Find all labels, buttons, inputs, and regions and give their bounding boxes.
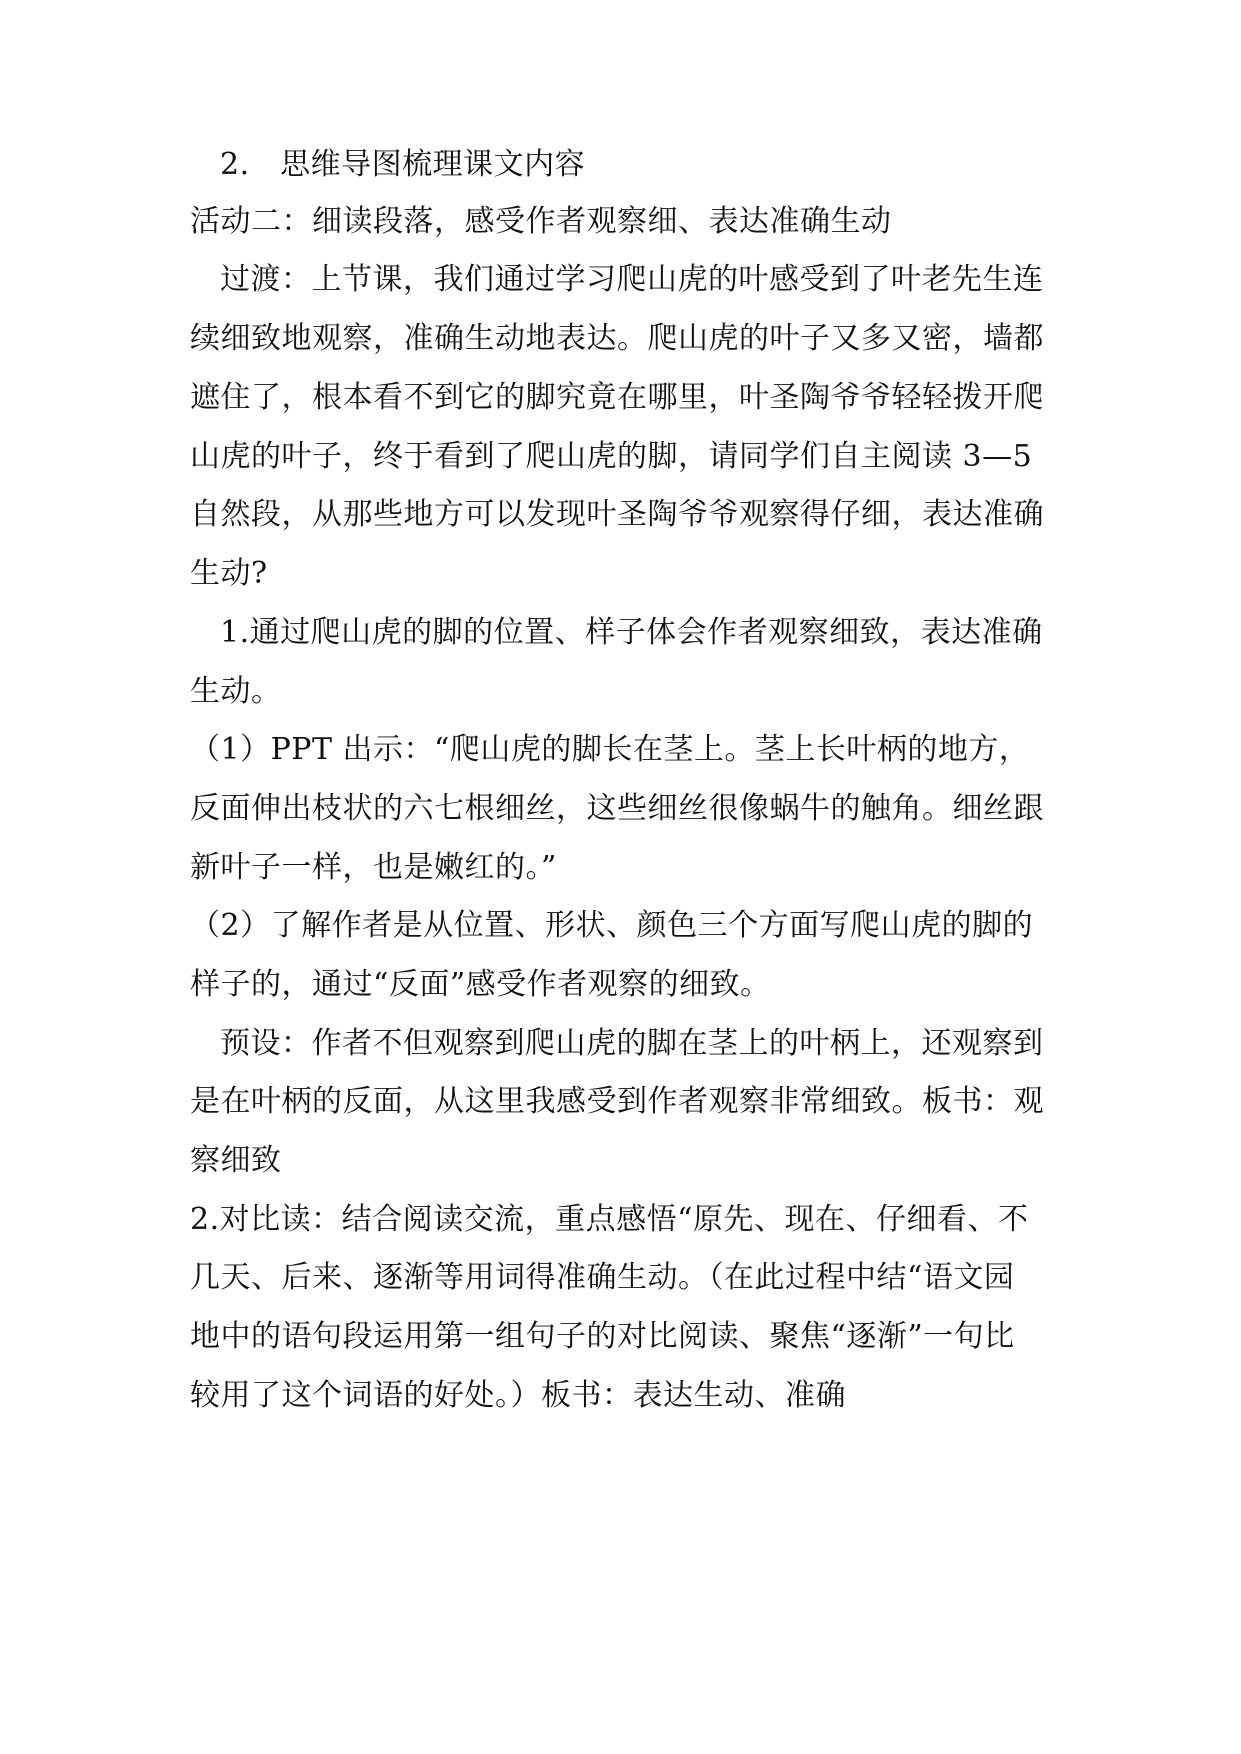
paragraph-line: 生动。: [190, 674, 282, 709]
paragraph-line: 预设：作者不但观察到爬山虎的脚在茎上的叶柄上，还观察到: [220, 1026, 1044, 1061]
paragraph-line: 是在叶柄的反面，从这里我感受到作者观察非常细致。板书：观: [190, 1084, 1044, 1119]
paragraph-line: 察细致: [190, 1143, 282, 1178]
paragraph-line: 续细致地观察，准确生动地表达。爬山虎的叶子又多又密，墙都: [190, 321, 1044, 356]
paragraph-line: 新叶子一样，也是嫩红的。”: [190, 850, 557, 885]
paragraph-line: 反面伸出枝状的六七根细丝，这些细丝很像蜗牛的触角。细丝跟: [190, 791, 1044, 826]
paragraph-line: 几天、后来、逐渐等用词得准确生动。（在此过程中结“语文园: [190, 1260, 1015, 1295]
paragraph-line: 自然段，从那些地方可以发现叶圣陶爷爷观察得仔细，表达准确: [190, 497, 1044, 532]
paragraph-line: 1.通过爬山虎的脚的位置、样子体会作者观察细致，表达准确: [220, 615, 1043, 650]
paragraph-line: 2.对比读：结合阅读交流，重点感悟“原先、现在、仔细看、不: [190, 1202, 1029, 1237]
paragraph-line: 较用了这个词语的好处。）板书：表达生动、准确: [190, 1378, 846, 1413]
paragraph-line: 山虎的叶子，终于看到了爬山虎的脚，请同学们自主阅读 3—5: [190, 439, 1033, 474]
paragraph-line: （2）了解作者是从位置、形状、颜色三个方面写爬山虎的脚的: [190, 908, 1034, 943]
heading-activity-two: 活动二：细读段落，感受作者观察细、表达准确生动: [190, 204, 892, 239]
heading-mind-map: 2. 思维导图梳理课文内容: [220, 147, 586, 182]
paragraph-line: 生动?: [190, 556, 268, 591]
paragraph-line: 过渡：上节课，我们通过学习爬山虎的叶感受到了叶老先生连: [220, 262, 1044, 297]
paragraph-line: 样子的，通过“反面”感受作者观察的细致。: [190, 967, 771, 1002]
paragraph-line: 遮住了，根本看不到它的脚究竟在哪里，叶圣陶爷爷轻轻拨开爬: [190, 380, 1044, 415]
paragraph-line: 地中的语句段运用第一组句子的对比阅读、聚焦“逐渐”一句比: [190, 1319, 1015, 1354]
paragraph-line: （1）PPT 出示：“爬山虎的脚长在茎上。茎上长叶柄的地方，: [190, 732, 1030, 767]
